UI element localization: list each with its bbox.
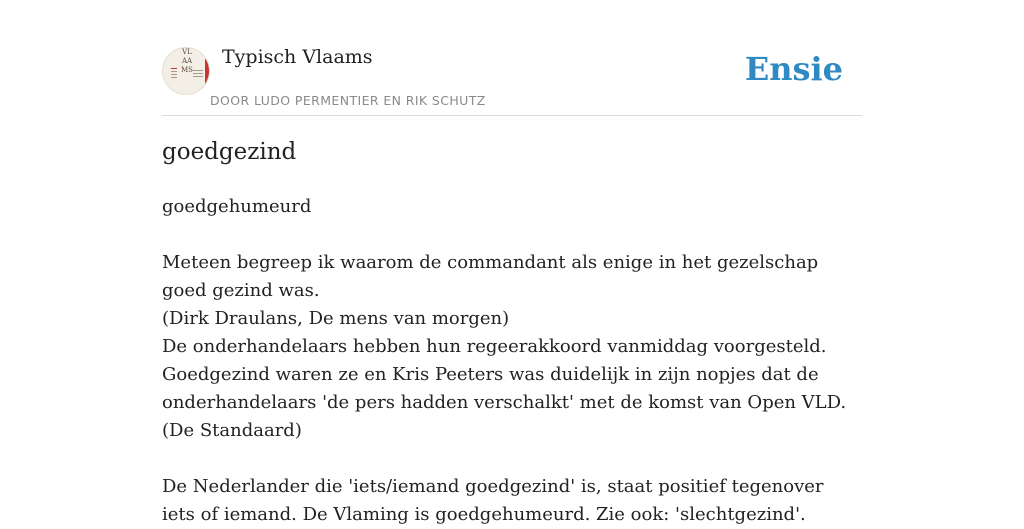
usage-note: De Nederlander die 'iets/iemand goedgezind' is, staat positief tegenover iets of iemand. De Vlaming is goedgehumeurd. Zie ook: 'slechtgezind'. bbox=[162, 476, 824, 525]
entry-definition bbox=[162, 193, 862, 529]
page bbox=[162, 0, 862, 525]
entry-title: goedgezind bbox=[162, 139, 297, 165]
header bbox=[162, 0, 862, 116]
cover-title-text: VLAAMS bbox=[181, 48, 193, 74]
example-source: (De Standaard) bbox=[162, 420, 302, 441]
definition-text: goedgehumeurd bbox=[162, 196, 312, 217]
cover-decoration bbox=[171, 68, 177, 69]
cover-decoration bbox=[193, 70, 203, 71]
cover-red-stripe bbox=[205, 58, 209, 88]
example-quote: Meteen begreep ik waarom de commandant als enige in het gezelschap goed gezind was. bbox=[162, 252, 819, 301]
book-cover-image[interactable] bbox=[162, 47, 210, 95]
book-authors: DOOR LUDO PERMENTIER EN RIK SCHUTZ bbox=[210, 93, 486, 108]
example-quote: De onderhandelaars hebben hun regeerakkoord vanmiddag voorgesteld. Goedgezind waren ze en Kris Peeters was duidelijk in zijn nopjes dat de onderhandelaars 'de pers hadden verschalkt' met de komst van Open VLD. bbox=[162, 336, 847, 413]
spacer bbox=[162, 221, 862, 249]
spacer bbox=[162, 445, 862, 473]
ensie-logo-link[interactable]: Ensie bbox=[744, 50, 843, 88]
example-source: (Dirk Draulans, De mens van morgen) bbox=[162, 308, 510, 329]
book-title-link[interactable]: Typisch Vlaams bbox=[222, 46, 373, 68]
